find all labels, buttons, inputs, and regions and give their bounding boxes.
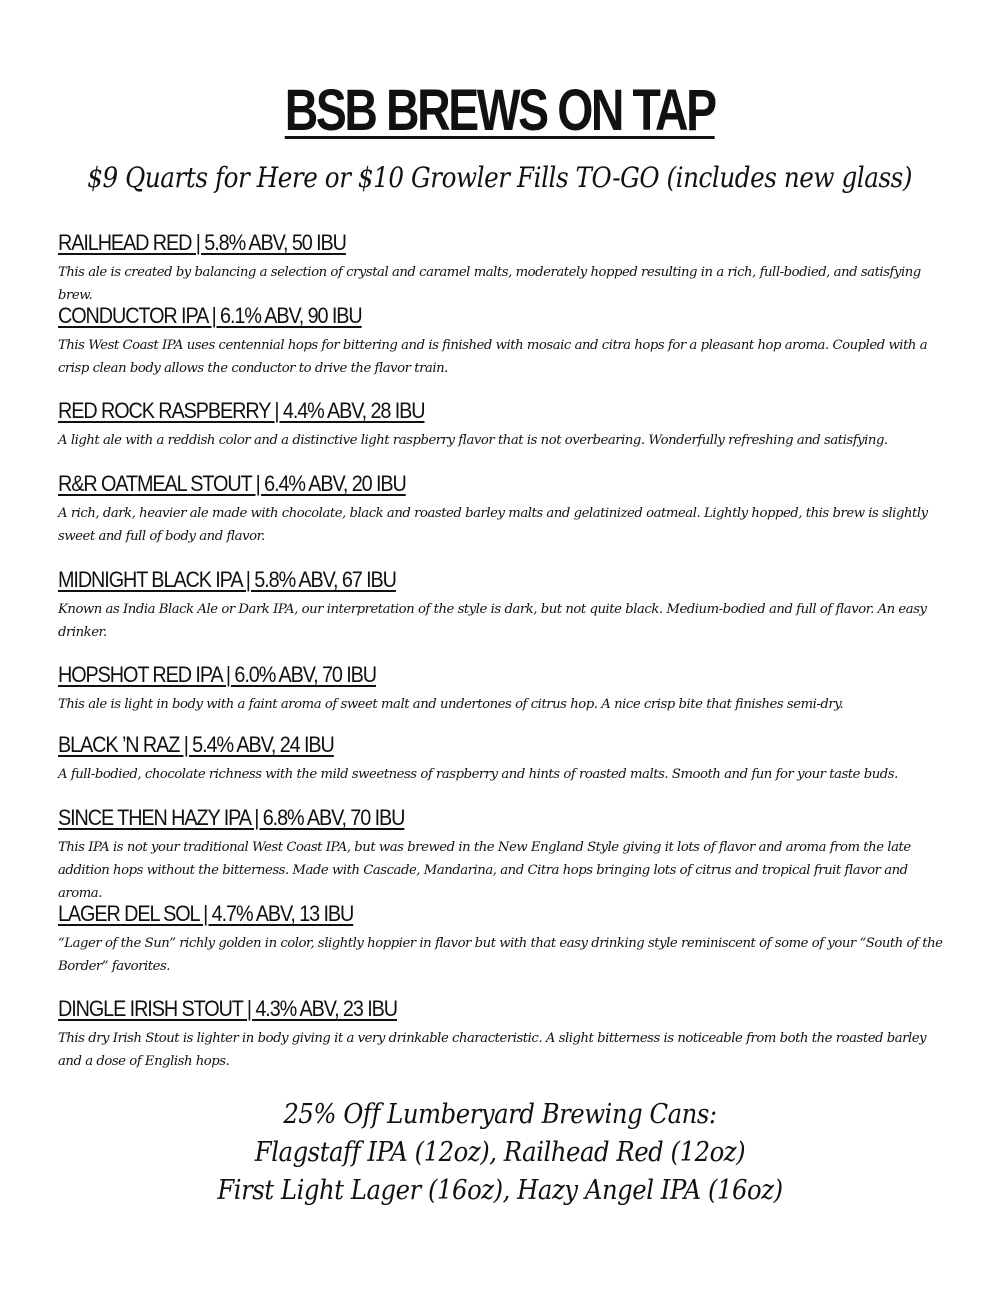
beer-description: “Lager of the Sun” richly golden in color, slightly hoppier in flavor but with that easy drinking style reminiscent of some of your “South of the Border” favorites. <box>58 936 943 974</box>
beer-name: RAILHEAD RED | 5.8% ABV, 50 IBU <box>58 230 346 255</box>
beer-item-hopshot-red-ipa <box>58 661 943 716</box>
beer-description: A light ale with a reddish color and a distinctive light raspberry flavor that is not overbearing. Wonderfully refreshing and satisfying. <box>58 433 888 448</box>
beer-name: LAGER DEL SOL | 4.7% ABV, 13 IBU <box>58 901 354 926</box>
beer-name: SINCE THEN HAZY IPA | 6.8% ABV, 70 IBU <box>58 805 405 830</box>
cans-promo-heading: 25% Off Lumberyard Brewing Cans: <box>283 1099 717 1130</box>
beer-item-red-rock-raspberry <box>58 397 943 452</box>
beer-name: R&R OATMEAL STOUT | 6.4% ABV, 20 IBU <box>58 471 406 496</box>
beer-item-dingle-irish-stout <box>58 995 943 1073</box>
page-title: BSB BREWS ON TAP <box>285 78 715 143</box>
beer-description: This dry Irish Stout is lighter in body giving it a very drinkable characteristic. A slight bitterness is noticeable from both the roasted barley and a dose of English hops. <box>58 1031 927 1069</box>
beer-description: Known as India Black Ale or Dark IPA, our interpretation of the style is dark, but not quite black. Medium-bodied and full of flavor. An easy drinker. <box>58 602 927 640</box>
beer-description: This ale is light in body with a faint aroma of sweet malt and undertones of citrus hop. A nice crisp bite that finishes semi-dry. <box>58 697 844 712</box>
beer-item-midnight-black-ipa <box>58 566 943 644</box>
beer-description: A full-bodied, chocolate richness with the mild sweetness of raspberry and hints of roasted malts. Smooth and fun for your taste buds. <box>58 767 898 782</box>
beer-item-lager-del-sol <box>58 900 943 978</box>
beer-item-since-then-hazy-ipa <box>58 804 943 905</box>
beer-item-railhead-red <box>58 229 943 307</box>
beer-name: MIDNIGHT BLACK IPA | 5.8% ABV, 67 IBU <box>58 567 396 592</box>
cans-promo-line: Flagstaff IPA (12oz), Railhead Red (12oz) <box>254 1137 746 1168</box>
cans-promo <box>0 1096 1000 1210</box>
cans-promo-line: First Light Lager (16oz), Hazy Angel IPA (16oz) <box>217 1175 783 1206</box>
beer-name: RED ROCK RASPBERRY | 4.4% ABV, 28 IBU <box>58 398 425 423</box>
beer-item-conductor-ipa <box>58 302 943 380</box>
beer-description: A rich, dark, heavier ale made with chocolate, black and roasted barley malts and gelatinized oatmeal. Lightly hopped, this brew is slightly sweet and full of body and flavor. <box>58 506 928 544</box>
beer-item-black-n-raz <box>58 731 943 786</box>
beer-description: This West Coast IPA uses centennial hops for bittering and is finished with mosaic and citra hops for a pleasant hop aroma. Coupled with a crisp clean body allows the conductor to drive the flavor train. <box>58 338 928 376</box>
pricing-subtitle: $9 Quarts for Here or $10 Growler Fills TO-GO (includes new glass) <box>87 161 913 194</box>
beer-name: HOPSHOT RED IPA | 6.0% ABV, 70 IBU <box>58 662 377 687</box>
beer-item-rr-oatmeal-stout <box>58 470 943 548</box>
beer-name: BLACK ’N RAZ | 5.4% ABV, 24 IBU <box>58 732 334 757</box>
beer-description: This ale is created by balancing a selection of crystal and caramel malts, moderately hopped resulting in a rich, full-bodied, and satisfying brew. <box>58 265 921 303</box>
beer-name: CONDUCTOR IPA | 6.1% ABV, 90 IBU <box>58 303 362 328</box>
beer-description: This IPA is not your traditional West Coast IPA, but was brewed in the New England Style giving it lots of flavor and aroma from the late addition hops without the bitterness. Made with Cascade, Mandarina, and Citra hops bringing lots of citrus and tropical fruit flavor and aroma. <box>58 840 911 901</box>
beer-name: DINGLE IRISH STOUT | 4.3% ABV, 23 IBU <box>58 996 397 1021</box>
